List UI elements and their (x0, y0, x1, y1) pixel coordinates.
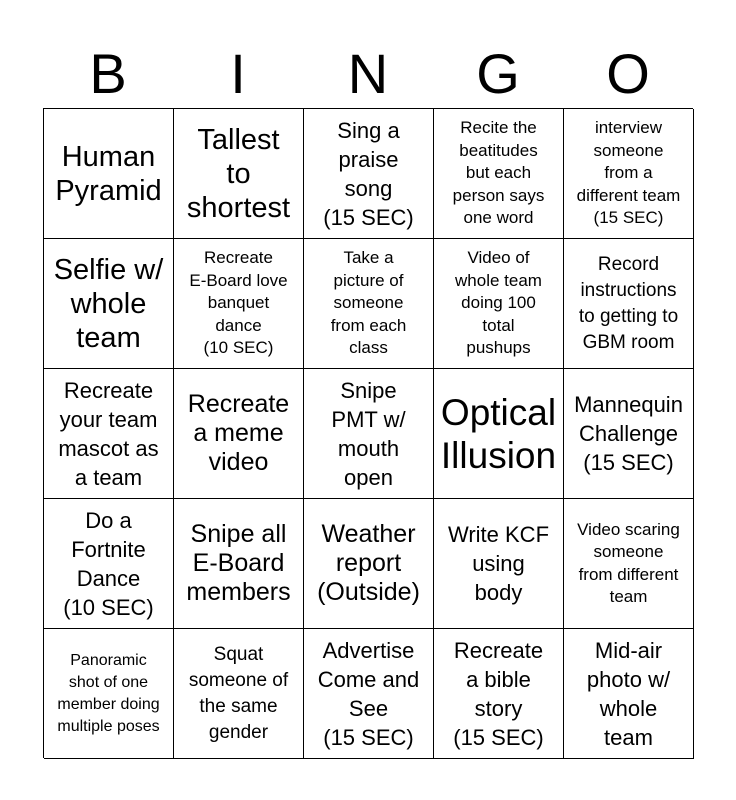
bingo-cell[interactable] (564, 369, 694, 499)
cell-text: Snipe PMT w/ mouth open (331, 377, 406, 490)
bingo-cell[interactable] (174, 369, 304, 499)
cell-text: Mid-air photo w/ whole team (586, 637, 671, 750)
cell-text: Snipe all E-Board members (186, 520, 291, 606)
header-letter-b: B (89, 42, 127, 105)
bingo-cell[interactable] (564, 109, 694, 239)
bingo-cell[interactable] (304, 499, 434, 629)
cell-text: Recreate a meme video (187, 390, 290, 476)
bingo-cell[interactable] (174, 109, 304, 239)
header-letter-o: O (606, 42, 650, 105)
cell-text: interview someone from a different team (15 SEC) (576, 118, 681, 228)
header-letter-g: G (476, 42, 520, 105)
cell-text: Recreate E-Board love banquet dance (10 SEC) (189, 248, 288, 358)
bingo-cell[interactable] (44, 629, 174, 759)
bingo-header (43, 40, 693, 108)
bingo-cell[interactable] (564, 629, 694, 759)
cell-text: Recreate your team mascot as a team (58, 377, 159, 490)
cell-text: Human Pyramid (55, 140, 162, 207)
bingo-cell[interactable] (434, 369, 564, 499)
bingo-cell[interactable] (304, 629, 434, 759)
bingo-cell[interactable] (564, 239, 694, 369)
cell-text: Sing a praise song (15 SEC) (323, 117, 414, 230)
bingo-cell[interactable] (44, 109, 174, 239)
cell-text: Video of whole team doing 100 total pushups (455, 248, 542, 358)
cell-text: Advertise Come and See (15 SEC) (317, 637, 420, 750)
cell-text: Selfie w/ whole team (53, 253, 164, 354)
bingo-cell[interactable] (564, 499, 694, 629)
bingo-cell[interactable] (304, 239, 434, 369)
cell-text: Tallest to shortest (186, 123, 291, 224)
cell-text: Weather report (Outside) (317, 520, 420, 606)
bingo-cell[interactable] (434, 239, 564, 369)
cell-text: Record instructions to getting to GBM room (578, 253, 679, 353)
header-letter-n: N (347, 42, 389, 105)
bingo-grid (43, 108, 693, 758)
cell-text: Optical Illusion (440, 391, 557, 476)
header-letter-i: I (230, 42, 246, 105)
bingo-cell[interactable] (174, 499, 304, 629)
cell-text: Write KCF using body (447, 522, 550, 605)
bingo-cell[interactable] (304, 109, 434, 239)
bingo-cell[interactable] (44, 239, 174, 369)
cell-text: Recreate a bible story (15 SEC) (453, 637, 544, 750)
cell-text: Panoramic shot of one member doing multiple poses (57, 651, 160, 735)
cell-text: Do a Fortnite Dance (10 SEC) (63, 507, 154, 620)
bingo-cell[interactable] (44, 499, 174, 629)
bingo-cell[interactable] (44, 369, 174, 499)
bingo-cell[interactable] (434, 629, 564, 759)
cell-text: Squat someone of the same gender (188, 643, 289, 743)
bingo-cell[interactable] (174, 239, 304, 369)
cell-text: Video scaring someone from different team (577, 519, 680, 606)
bingo-cell[interactable] (304, 369, 434, 499)
bingo-cell[interactable] (174, 629, 304, 759)
cell-text: Mannequin Challenge (15 SEC) (574, 392, 683, 475)
bingo-cell[interactable] (434, 499, 564, 629)
cell-text: Take a picture of someone from each class (330, 248, 407, 358)
bingo-cell[interactable] (434, 109, 564, 239)
cell-text: Recite the beatitudes but each person says one word (452, 118, 545, 228)
